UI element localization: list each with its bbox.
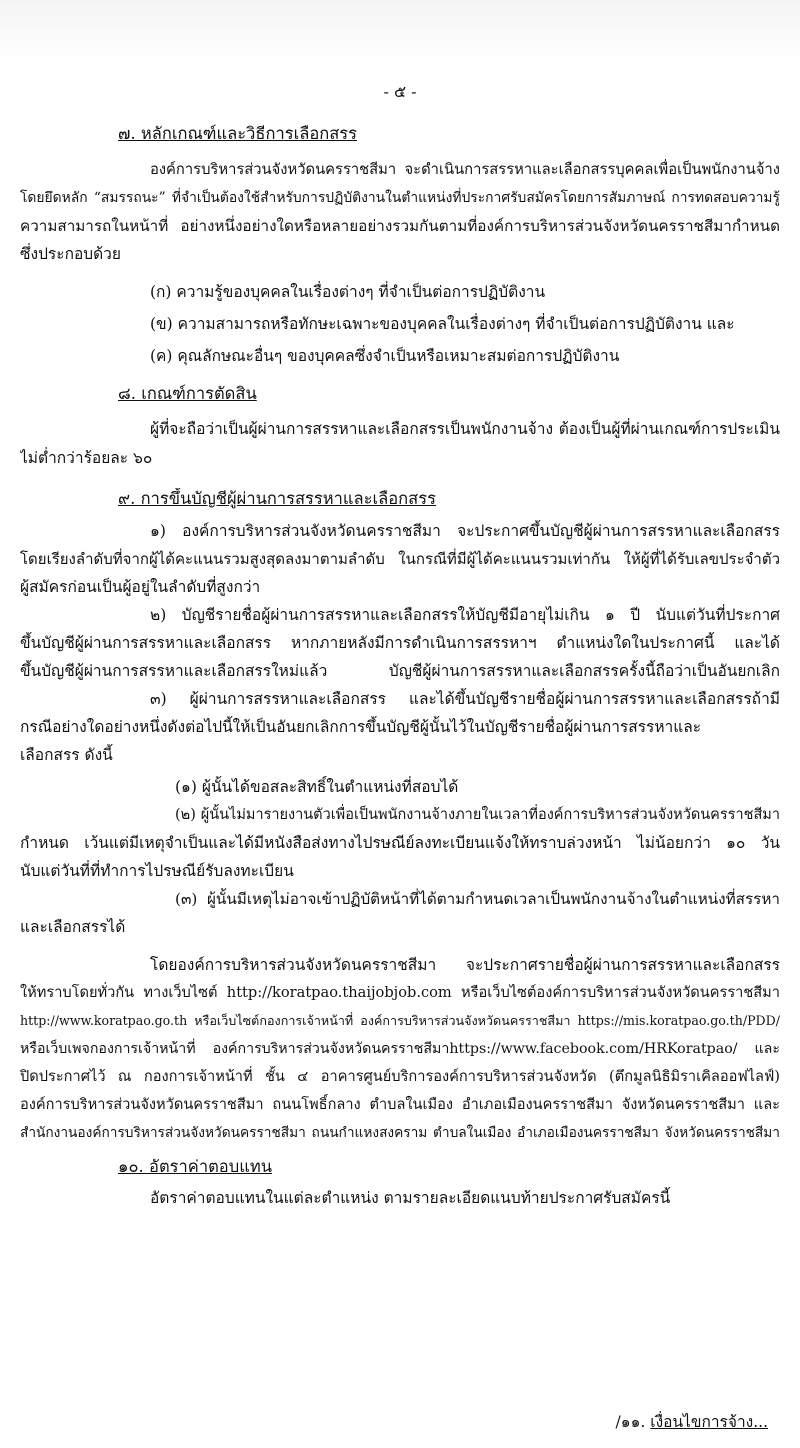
- paragraph-line: ผู้ที่จะถือว่าเป็นผู้ผ่านการสรรหาและเลือกสรรเป็นพนักงานจ้าง ต้องเป็นผู้ที่ผ่านเกณฑ์การประเมิน: [150, 420, 780, 438]
- paragraph-line: กรณีอย่างใดอย่างหนึ่งดังต่อไปนี้ให้เป็นอันยกเลิกการขึ้นบัญชีผู้นั้นไว้ในบัญชีรายชื่อผู้ผ่านการสรรหาและ: [20, 718, 702, 736]
- paragraph-line: ๑) องค์การบริหารส่วนจังหวัดนครราชสีมา จะประกาศขึ้นบัญชีผู้ผ่านการสรรหาและเลือกสรร: [150, 522, 780, 540]
- list-item: (ค) คุณลักษณะอื่นๆ ของบุคคลซึ่งจำเป็นหรือเหมาะสมต่อการปฏิบัติงาน: [150, 347, 620, 365]
- paragraph-line: อัตราค่าตอบแทนในแต่ละตำแหน่ง ตามรายละเอียดแนบท้ายประกาศรับสมัครนี้: [150, 1189, 671, 1207]
- paragraph-line: กำหนด เว้นแต่มีเหตุจำเป็นและได้มีหนังสือส่งทางไปรษณีย์ลงทะเบียนแจ้งให้ทราบล่วงหน้า ไม่น้อยกว่า ๑๐ วัน: [20, 834, 780, 852]
- section-7-title: ๗. หลักเกณฑ์และวิธีการเลือกสรร: [118, 124, 358, 143]
- paragraph-line: เลือกสรร ดังนี้: [20, 746, 113, 764]
- section-9-title: ๙. การขึ้นบัญชีผู้ผ่านการสรรหาและเลือกสรร: [118, 489, 436, 508]
- paragraph-line: (๒) ผู้นั้นไม่มารายงานตัวเพื่อเป็นพนักงานจ้างภายในเวลาที่องค์การบริหารส่วนจังหวัดนครราชสีมา: [175, 807, 780, 823]
- paragraph-line: ขึ้นบัญชีผู้ผ่านการสรรหาและเลือกสรรใหม่แล้ว บัญชีผู้ผ่านการสรรหาและเลือกสรรครั้งนี้ถือว่าเป็นอันยกเลิก: [20, 662, 780, 680]
- continuation-prefix: /๑๑.: [615, 1413, 651, 1431]
- continuation-note: [616, 1409, 768, 1434]
- paragraph-line: ความสามารถในหน้าที่ อย่างหนึ่งอย่างใดหรือหลายอย่างรวมกันตามที่องค์การบริหารส่วนจังหวัดนครราชสีมากำหนด: [20, 217, 780, 235]
- paragraph-line: http://www.koratpao.go.th หรือเว็บไซต์กองการเจ้าหน้าที่ องค์การบริหารส่วนจังหวัดนครราชสีมา https://mis.koratpao.go.th/PDD/: [20, 1013, 780, 1028]
- paragraph-line: ขึ้นบัญชีผู้ผ่านการสรรหาและเลือกสรร หากภายหลังมีการดำเนินการสรรหาฯ ตำแหน่งใดในประกาศนี้ และได้: [20, 634, 780, 652]
- paragraph-line: (๓) ผู้นั้นมีเหตุไม่อาจเข้าปฏิบัติหน้าที่ได้ตามกำหนดเวลาเป็นพนักงานจ้างในตำแหน่งที่สรรหา: [175, 890, 780, 908]
- paragraph-line: โดยองค์การบริหารส่วนจังหวัดนครราชสีมา จะประกาศรายชื่อผู้ผ่านการสรรหาและเลือกสรร: [150, 956, 780, 974]
- paragraph-line: ๓) ผู้ผ่านการสรรหาและเลือกสรร และได้ขึ้นบัญชีรายชื่อผู้ผ่านการสรรหาและเลือกสรรถ้ามี: [150, 690, 780, 708]
- paragraph-line: โดยเรียงลำดับที่จากผู้ได้คะแนนรวมสูงสุดลงมาตามลำดับ ในกรณีที่มีผู้ได้คะแนนรวมเท่ากัน ให้ผู้ที่ได้รับเลขประจำตัว: [20, 550, 780, 568]
- paragraph-line: ปิดประกาศไว้ ณ กองการเจ้าหน้าที่ ชั้น ๔ อาคารศูนย์บริการองค์การบริหารส่วนจังหวัด (ตึกมูลนิธิมิราเคิลออฟไลฟ์): [20, 1068, 780, 1085]
- paragraph-line: นับแต่วันที่ที่ทำการไปรษณีย์รับลงทะเบียน: [20, 862, 294, 880]
- section-8-title: ๘. เกณฑ์การตัดสิน: [118, 384, 257, 403]
- page-number: - ๕ -: [383, 82, 417, 101]
- paragraph-line: ๒) บัญชีรายชื่อผู้ผ่านการสรรหาและเลือกสรรให้บัญชีมีอายุไม่เกิน ๑ ปี นับแต่วันที่ประกาศ: [150, 606, 780, 624]
- list-item: (ข) ความสามารถหรือทักษะเฉพาะของบุคคลในเรื่องต่างๆ ที่จำเป็นต่อการปฏิบัติงาน และ: [150, 315, 735, 333]
- paragraph-line: (๑) ผู้นั้นได้ขอสละสิทธิ์ในตำแหน่งที่สอบได้: [175, 778, 459, 796]
- list-item: (ก) ความรู้ของบุคคลในเรื่องต่างๆ ที่จำเป็นต่อการปฏิบัติงาน: [150, 283, 546, 301]
- paragraph-line: องค์การบริหารส่วนจังหวัดนครราชสีมา จะดำเนินการสรรหาและเลือกสรรบุคคลเพื่อเป็นพนักงานจ้าง: [150, 161, 780, 178]
- paragraph-line: สำนักงานองค์การบริหารส่วนจังหวัดนครราชสีมา ถนนกำแหงสงคราม ตำบลในเมือง อำเภอเมืองนครราชสีมา จังหวัดนครราชสีมา: [20, 1125, 780, 1141]
- paragraph-line: ไม่ต่ำกว่าร้อยละ ๖๐: [20, 449, 153, 467]
- paragraph-line: ซึ่งประกอบด้วย: [20, 245, 121, 263]
- paragraph-line: ผู้สมัครก่อนเป็นผู้อยู่ในลำดับที่สูงกว่า: [20, 578, 261, 596]
- paragraph-line: หรือเว็บเพจกองการเจ้าหน้าที่ องค์การบริหารส่วนจังหวัดนครราชสีมาhttps://www.facebook.com/HRKoratpao/ และ: [20, 1041, 780, 1057]
- paragraph-line: และเลือกสรรได้: [20, 918, 126, 936]
- section-10-title: ๑๐. อัตราค่าตอบแทน: [118, 1157, 272, 1176]
- paragraph-line: โดยยึดหลัก “สมรรถนะ” ที่จำเป็นต้องใช้สำหรับการปฏิบัติงานในตำแหน่งที่ประกาศรับสมัครโดยการสัมภาษณ์ การทดสอบความรู้: [20, 190, 780, 206]
- paragraph-line: องค์การบริหารส่วนจังหวัดนครราชสีมา ถนนโพธิ์กลาง ตำบลในเมือง อำเภอเมืองนครราชสีมา จังหวัดนครราชสีมา และ: [20, 1096, 780, 1113]
- paragraph-line: ให้ทราบโดยทั่วกัน ทางเว็บไซต์ http://koratpao.thaijobjob.com หรือเว็บไซต์องค์การบริหารส่วนจังหวัดนครราชสีมา: [20, 984, 780, 1001]
- continuation-title: เงื่อนไขการจ้าง...: [650, 1413, 768, 1431]
